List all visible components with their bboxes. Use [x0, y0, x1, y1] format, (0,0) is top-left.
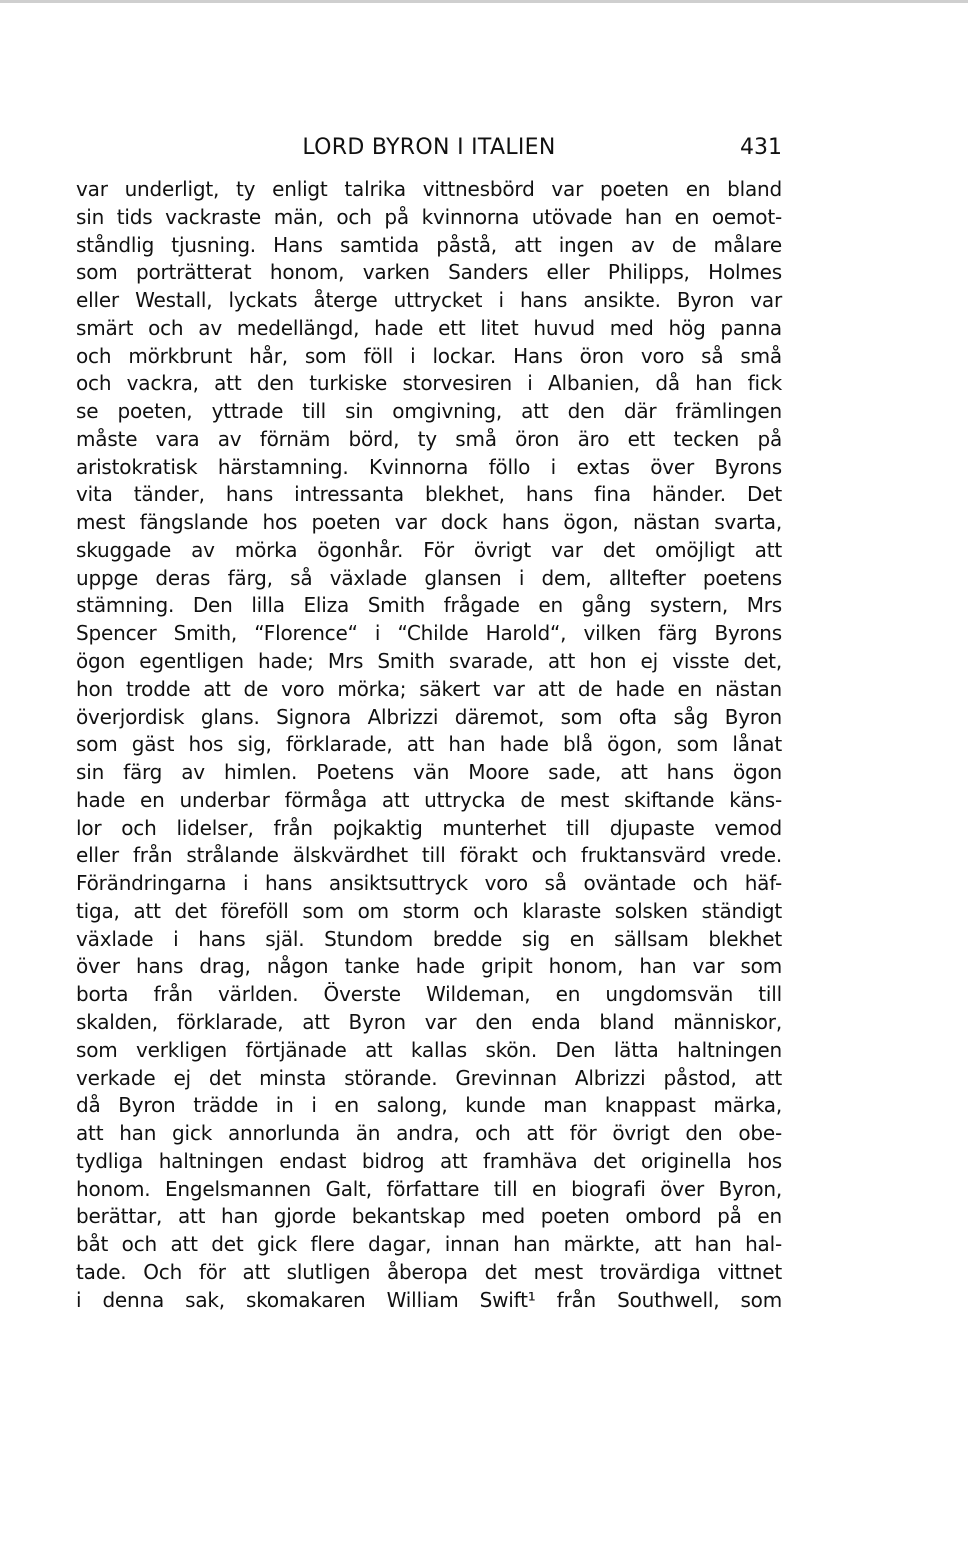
text-line: honom. Engelsmannen Galt, författare till en biografi över Byron,: [76, 1176, 782, 1201]
text-line: berättar, att han gjorde bekantskap med poeten ombord på en: [76, 1204, 782, 1229]
scan-edge: [0, 0, 968, 3]
text-line: överjordisk glans. Signora Albrizzi däremot, som ofta såg Byron: [76, 704, 782, 729]
body-text: [76, 176, 782, 1314]
text-line: eller från strålande älskvärdhet till förakt och fruktansvärd vrede.: [76, 843, 782, 868]
text-line: skalden, förklarade, att Byron var den enda bland människor,: [76, 1009, 782, 1034]
text-line: uppge deras färg, så växlade glansen i dem, alltefter poetens: [76, 565, 782, 590]
text-line: som porträtterat honom, varken Sanders eller Philipps, Holmes: [76, 260, 782, 285]
text-line: och vackra, att den turkiske storvesiren i Albanien, då han fick: [76, 371, 782, 396]
text-line: mest fängslande hos poeten var dock hans ögon, nästan svarta,: [76, 510, 782, 535]
page-number: 431: [740, 135, 782, 160]
text-line: båt och att det gick flere dagar, innan han märkte, att han hal-: [76, 1232, 782, 1257]
text-line: borta från världen. Överste Wildeman, en ungdomsvän till: [76, 982, 782, 1007]
text-line: växlade i hans själ. Stundom bredde sig en sällsam blekhet: [76, 926, 782, 951]
text-line: och mörkbrunt hår, som föll i lockar. Hans öron voro så små: [76, 343, 782, 368]
running-title: LORD BYRON I ITALIEN: [302, 135, 556, 160]
text-line: tiga, att det föreföll som om storm och klaraste solsken ständigt: [76, 898, 782, 923]
text-line: Spencer Smith, “Florence“ i “Childe Harold“, vilken färg Byrons: [76, 621, 782, 646]
text-line: då Byron trädde in i en salong, kunde man knappast märka,: [76, 1093, 782, 1118]
text-line: vita tänder, hans intressanta blekhet, hans fina händer. Det: [76, 482, 782, 507]
text-line: i denna sak, skomakaren William Swift¹ från Southwell, som: [76, 1287, 782, 1312]
text-line: över hans drag, någon tanke hade gripit honom, han var som: [76, 954, 782, 979]
text-line: hade en underbar förmåga att uttrycka de mest skiftande käns-: [76, 787, 782, 812]
text-line: verkade ej det minsta störande. Grevinnan Albrizzi påstod, att: [76, 1065, 782, 1090]
text-line: sin färg av himlen. Poetens vän Moore sade, att hans ögon: [76, 760, 782, 785]
text-line: ögon egentligen hade; Mrs Smith svarade, att hon ej visste det,: [76, 649, 782, 674]
page-header: [76, 133, 782, 165]
text-line: eller Westall, lyckats återge uttrycket i hans ansikte. Byron var: [76, 288, 782, 313]
text-line: skuggade av mörka ögonhår. För övrigt var det omöjligt att: [76, 537, 782, 562]
text-line: måste vara av förnäm börd, ty små öron äro ett tecken på: [76, 426, 782, 451]
text-line: aristokratisk härstamning. Kvinnorna föllo i extas över Byrons: [76, 454, 782, 479]
text-line: som verkligen förtjänade att kallas skön. Den lätta haltningen: [76, 1037, 782, 1062]
text-line: stämning. Den lilla Eliza Smith frågade en gång systern, Mrs: [76, 593, 782, 618]
text-line: Förändringarna i hans ansiktsuttryck voro så oväntade och häf-: [76, 871, 782, 896]
text-line: lor och lidelser, från pojkaktig munterhet till djupaste vemod: [76, 815, 782, 840]
text-line: sin tids vackraste män, och på kvinnorna utövade han en oemot-: [76, 204, 782, 229]
text-line: tydliga haltningen endast bidrog att framhäva det originella hos: [76, 1148, 782, 1173]
text-line: tade. Och för att slutligen åberopa det mest trovärdiga vittnet: [76, 1259, 782, 1284]
text-line: att han gick annorlunda än andra, och att för övrigt den obe-: [76, 1121, 782, 1146]
text-line: se poeten, yttrade till sin omgivning, att den där främlingen: [76, 399, 782, 424]
text-line: smärt och av medellängd, hade ett litet huvud med hög panna: [76, 315, 782, 340]
text-line: hon trodde att de voro mörka; säkert var att de hade en nästan: [76, 676, 782, 701]
text-line: var underligt, ty enligt talrika vittnesbörd var poeten en bland: [76, 177, 782, 201]
text-line: ståndlig tjusning. Hans samtida påstå, att ingen av de målare: [76, 232, 782, 257]
text-line: som gäst hos sig, förklarade, att han hade blå ögon, som lånat: [76, 732, 782, 757]
